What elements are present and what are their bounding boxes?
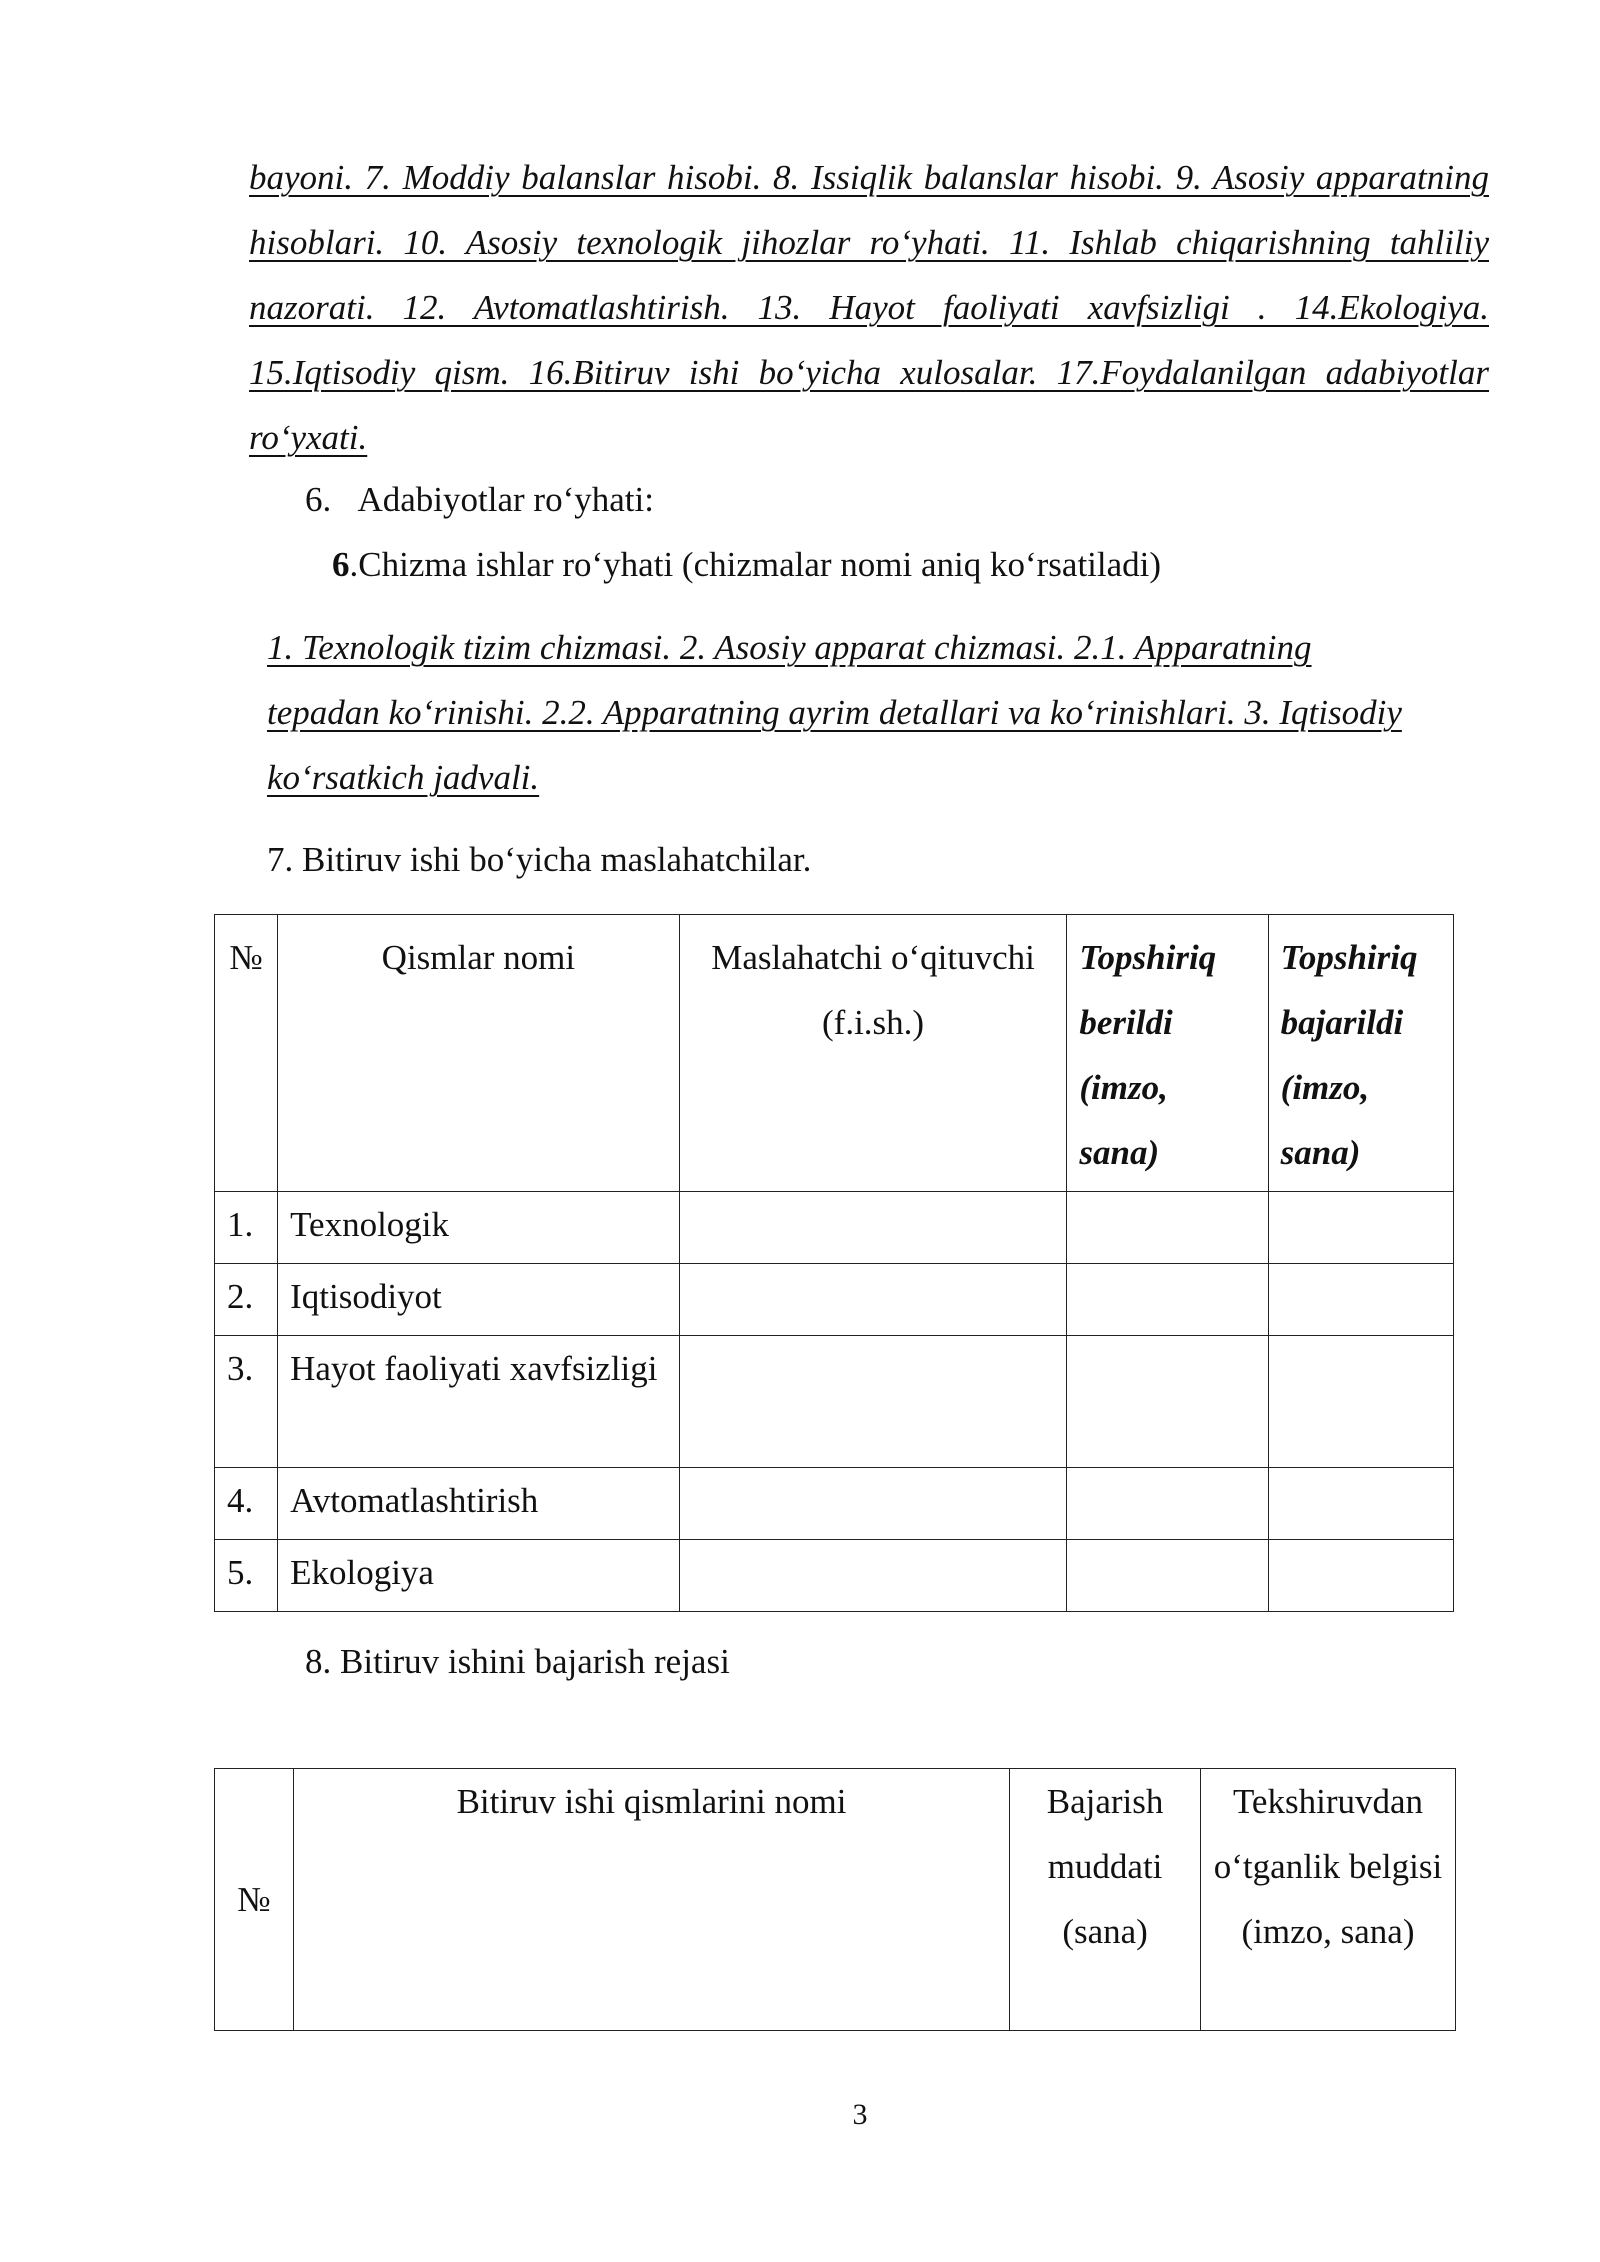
table-row <box>215 1264 1454 1336</box>
table-row <box>215 1336 1454 1468</box>
row-name: Avtomatlashtirish <box>290 1481 539 1520</box>
given-cell[interactable] <box>1067 1336 1268 1468</box>
given-cell[interactable] <box>1067 1264 1268 1336</box>
header-given: Topshiriq berildi (imzo, sana) <box>1079 938 1217 1172</box>
item-text: .Chizma ishlar ro‘yhati (chizmalar nomi aniq ko‘rsatiladi) <box>349 545 1162 584</box>
row-name: Ekologiya <box>290 1553 434 1592</box>
advisor-cell[interactable] <box>679 1468 1067 1540</box>
intro-paragraph: bayoni. 7. Moddiy balanslar hisobi. 8. Issiqlik balanslar hisobi. 9. Asosiy apparatning hisoblari. 10. Asosiy texnologik jihozlar ro‘yhati. 11. Ishlab chiqarishning tahliliy nazorati. 12. Avtomatlashtirish. 13. Hayot faoliyati xavfsizligi . 14.Ekologiya. 15.Iqtisodiy qism. 16.Bitiruv ishi bo‘yicha xulosalar. 17.Foydalanilgan adabiyotlar ro‘yxati. <box>249 158 1489 457</box>
item-7-title: 7. Bitiruv ishi bo‘yicha maslahatchilar. <box>267 840 812 879</box>
done-cell[interactable] <box>1268 1540 1453 1612</box>
done-cell[interactable] <box>1268 1264 1453 1336</box>
table-row <box>215 1540 1454 1612</box>
item-number: 6 <box>332 545 350 584</box>
table-header-row <box>215 1769 1456 2031</box>
given-cell[interactable] <box>1067 1540 1268 1612</box>
table-row <box>215 1192 1454 1264</box>
consultants-table <box>214 914 1454 1612</box>
done-cell[interactable] <box>1268 1192 1453 1264</box>
table-header-row <box>215 915 1454 1192</box>
done-cell[interactable] <box>1268 1468 1453 1540</box>
header-check: Tekshiruvdan o‘tganlik belgisi (imzo, sana) <box>1213 1782 1443 1951</box>
row-no: 2. <box>227 1277 254 1316</box>
page-number: 3 <box>852 2098 868 2131</box>
chizma-paragraph: 1. Texnologik tizim chizmasi. 2. Asosiy apparat chizmasi. 2.1. Apparatning tepadan ko‘rinishi. 2.2. Apparatning ayrim detallari va ko‘rinishlari. 3. Iqtisodiy ko‘rsatkich jadvali. <box>267 628 1402 797</box>
item-6-adabiyotlar <box>305 478 654 522</box>
item-number: 6. <box>305 480 332 519</box>
header-deadline: Bajarish muddati (sana) <box>1046 1782 1164 1951</box>
header-no: № <box>237 1879 271 1919</box>
advisor-cell[interactable] <box>679 1540 1067 1612</box>
item-text: Adabiyotlar ro‘yhati: <box>357 480 654 519</box>
row-no: 3. <box>227 1349 254 1388</box>
given-cell[interactable] <box>1067 1468 1268 1540</box>
header-advisor: Maslahatchi o‘qituvchi (f.i.sh.) <box>711 938 1035 1042</box>
row-name: Iqtisodiyot <box>290 1277 442 1316</box>
row-no: 1. <box>227 1205 254 1244</box>
item-8-title: 8. Bitiruv ishini bajarish rejasi <box>305 1642 730 1681</box>
row-name: Texnologik <box>290 1205 450 1244</box>
plan-table <box>214 1768 1456 2031</box>
advisor-cell[interactable] <box>679 1336 1067 1468</box>
advisor-cell[interactable] <box>679 1192 1067 1264</box>
done-cell[interactable] <box>1268 1336 1453 1468</box>
header-name: Qismlar nomi <box>381 938 576 977</box>
header-done: Topshiriq bajarildi (imzo, sana) <box>1280 938 1418 1172</box>
row-name: Hayot faoliyati xavfsizligi <box>290 1349 658 1388</box>
advisor-cell[interactable] <box>679 1264 1067 1336</box>
given-cell[interactable] <box>1067 1192 1268 1264</box>
row-no: 4. <box>227 1481 254 1520</box>
item-6-chizma <box>332 543 1161 587</box>
header-no: № <box>229 938 263 977</box>
header-name: Bitiruv ishi qismlarini nomi <box>456 1782 847 1821</box>
row-no: 5. <box>227 1553 254 1592</box>
table-row <box>215 1468 1454 1540</box>
